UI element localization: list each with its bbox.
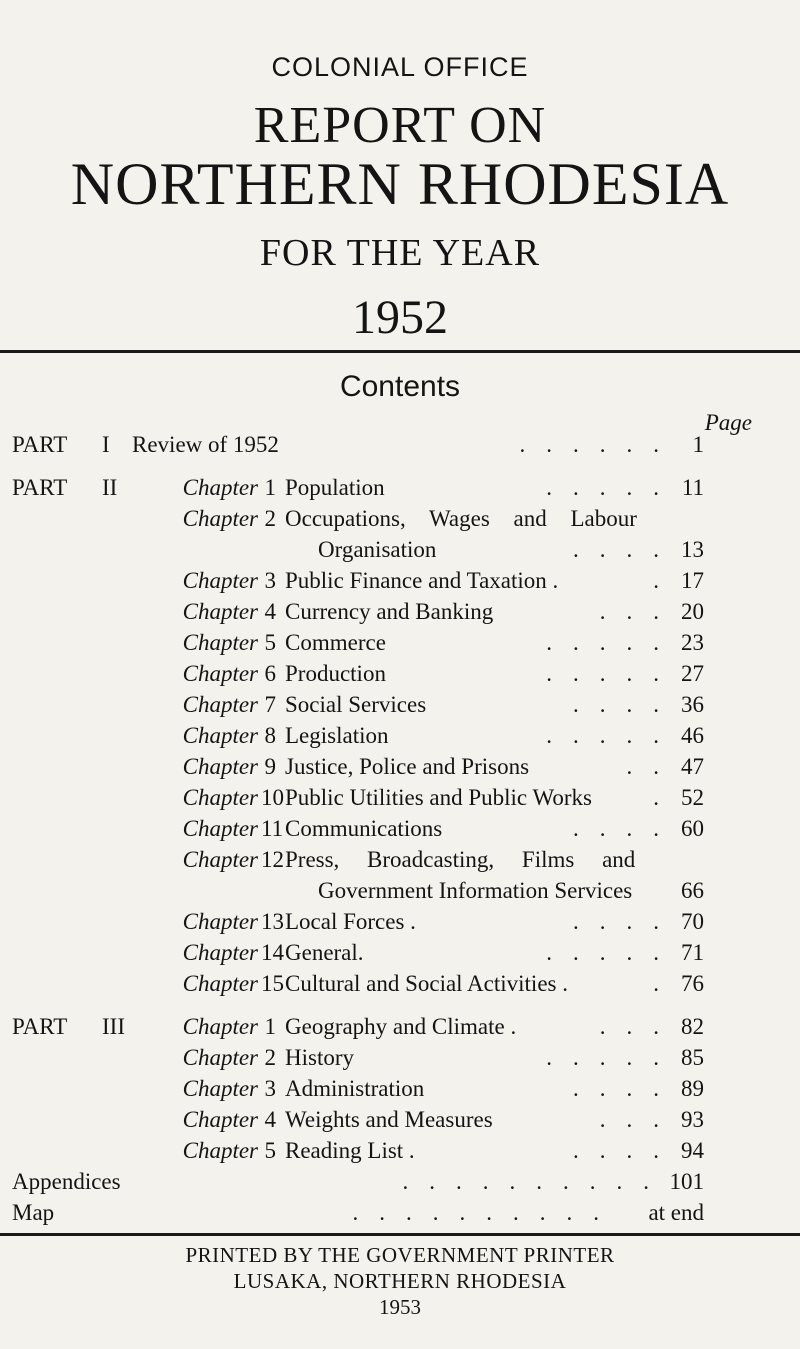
report-year: 1952: [352, 291, 448, 344]
chapter-label: Chapter: [182, 1076, 258, 1101]
chapter-label: Chapter: [182, 723, 258, 748]
entry-page: 85: [681, 1045, 704, 1070]
chapter-label: Chapter: [182, 568, 258, 593]
entry-page: 93: [681, 1107, 704, 1132]
page-column-label: Page: [704, 410, 752, 435]
toc-entry-part2-ch5[interactable]: [0, 628, 800, 662]
chapter-number: 1: [264, 1014, 276, 1039]
toc-entry-part3-ch5[interactable]: [0, 1136, 800, 1166]
entry-page: 101: [669, 1169, 704, 1194]
chapter-label: Chapter: [182, 475, 258, 500]
entry-page: 11: [681, 475, 704, 500]
entry-page: 52: [681, 785, 704, 810]
entry-page: 23: [681, 630, 704, 655]
leader-dots: ....: [573, 1076, 680, 1101]
chapter-number: 6: [264, 661, 276, 686]
entry-title: Press, Broadcasting, Films and: [285, 847, 636, 872]
part-number: III: [102, 1014, 125, 1039]
leader-dots: ....: [573, 816, 680, 841]
chapter-number: 15: [261, 971, 284, 996]
leader-dots: .: [653, 971, 680, 996]
chapter-number: 12: [261, 847, 284, 872]
leader-dots: ....: [573, 1138, 680, 1163]
leader-dots: ...: [599, 1107, 680, 1132]
chapter-label: Chapter: [182, 1107, 258, 1132]
part-number: II: [102, 475, 118, 500]
chapter-label: Chapter: [182, 661, 258, 686]
entry-page: 89: [681, 1076, 704, 1101]
entry-title-continued: Government Information Services: [318, 878, 633, 903]
entry-title: Public Utilities and Public Works: [285, 785, 592, 810]
chapter-number: 4: [264, 599, 276, 624]
leader-dots: ...: [599, 599, 680, 624]
entry-page: 60: [681, 816, 704, 841]
for-year-heading: FOR THE YEAR: [259, 232, 541, 274]
part-label: PART: [12, 1014, 68, 1039]
report-heading: REPORT ON: [253, 97, 547, 154]
entry-title: Administration: [285, 1076, 425, 1101]
toc-entry-part2-ch10[interactable]: [0, 783, 800, 817]
entry-title: Justice, Police and Prisons: [285, 754, 530, 779]
entry-page: 27: [681, 661, 704, 686]
chapter-label: Chapter: [182, 971, 258, 996]
toc-entry-map[interactable]: [0, 1198, 800, 1232]
chapter-number: 9: [264, 754, 276, 779]
chapter-number: 5: [264, 630, 276, 655]
entry-title: Reading List .: [285, 1138, 415, 1163]
office-heading: COLONIAL OFFICE: [271, 52, 529, 82]
printer-credit: PRINTED BY THE GOVERNMENT PRINTER: [185, 1243, 615, 1267]
chapter-number: 3: [264, 1076, 276, 1101]
chapter-number: 8: [264, 723, 276, 748]
toc-entry-part2-ch14[interactable]: [0, 938, 800, 972]
leader-dots: ....: [573, 909, 680, 934]
toc-entry-part1[interactable]: [0, 430, 800, 464]
leader-dots: .....: [546, 661, 680, 686]
entry-title: Cultural and Social Activities .: [285, 971, 568, 996]
chapter-label: Chapter: [182, 1138, 258, 1163]
toc-entry-part3-ch2[interactable]: [0, 1043, 800, 1077]
entry-page: 76: [681, 971, 704, 996]
entry-title: Communications: [285, 816, 443, 841]
toc-entry-part2-ch12[interactable]: [0, 845, 800, 879]
chapter-number: 2: [264, 1045, 276, 1070]
entry-title: Social Services: [285, 692, 427, 717]
chapter-number: 3: [264, 568, 276, 593]
chapter-label: Chapter: [182, 506, 258, 531]
part-number: I: [102, 432, 110, 457]
leader-dots: .....: [546, 1045, 680, 1070]
toc-entry-appendices[interactable]: [0, 1167, 800, 1201]
toc-entry-part3-ch1[interactable]: [0, 1012, 800, 1046]
entry-title: Geography and Climate .: [285, 1014, 517, 1039]
entry-title: Population: [285, 475, 385, 500]
chapter-number: 10: [261, 785, 284, 810]
entry-page: 17: [681, 568, 704, 593]
part-label: PART: [12, 432, 68, 457]
chapter-label: Chapter: [182, 754, 258, 779]
entry-page: 20: [681, 599, 704, 624]
toc-entry-part2-ch4[interactable]: [0, 597, 800, 631]
chapter-label: Chapter: [182, 1045, 258, 1070]
chapter-label: Chapter: [182, 847, 258, 872]
entry-title: Legislation: [285, 723, 389, 748]
entry-page: 71: [681, 940, 704, 965]
entry-title: Weights and Measures: [285, 1107, 493, 1132]
chapter-number: 7: [264, 692, 276, 717]
part-label: PART: [12, 475, 68, 500]
leader-dots: ...: [599, 1014, 680, 1039]
entry-title: General.: [285, 940, 364, 965]
leader-dots: ....: [573, 692, 680, 717]
toc-entry-part2-ch12-cont: [0, 876, 800, 910]
toc-entry-part2-ch8[interactable]: [0, 721, 800, 755]
entry-title: Commerce: [285, 630, 386, 655]
entry-title: Local Forces .: [285, 909, 416, 934]
entry-page: 36: [681, 692, 704, 717]
toc-entry-part2-ch7[interactable]: [0, 690, 800, 724]
toc-entry-part3-ch3[interactable]: [0, 1074, 800, 1108]
region-heading: NORTHERN RHODESIA: [70, 151, 730, 217]
chapter-number: 5: [264, 1138, 276, 1163]
entry-page: 94: [681, 1138, 704, 1163]
chapter-label: Chapter: [182, 630, 258, 655]
chapter-label: Chapter: [182, 940, 258, 965]
entry-page: 70: [681, 909, 704, 934]
entry-title: Review of 1952: [132, 432, 279, 457]
entry-page: 1: [692, 432, 704, 457]
leader-dots: ....: [573, 537, 680, 562]
contents-title: Contents: [339, 370, 461, 403]
entry-page: 66: [681, 878, 704, 903]
leader-dots: ..: [626, 754, 680, 779]
entry-title: Production: [285, 661, 386, 686]
toc-entry-part2-ch2-cont: [0, 535, 800, 569]
chapter-number: 4: [264, 1107, 276, 1132]
leader-dots: .....: [546, 723, 680, 748]
entry-page: 47: [681, 754, 704, 779]
entry-title: Appendices: [12, 1169, 121, 1194]
leader-dots: .....: [546, 475, 680, 500]
toc-entry-part2-ch15[interactable]: [0, 969, 800, 1003]
chapter-number: 11: [261, 816, 284, 841]
entry-title: Occupations, Wages and Labour: [285, 506, 637, 531]
entry-title: History: [285, 1045, 354, 1070]
chapter-number: 1: [264, 475, 276, 500]
chapter-label: Chapter: [182, 599, 258, 624]
chapter-label: Chapter: [182, 909, 258, 934]
toc-entry-part2-ch2[interactable]: [0, 504, 800, 538]
entry-title-continued: Organisation: [318, 537, 437, 562]
leader-dots: .....: [546, 940, 680, 965]
toc-entry-part2-ch9[interactable]: [0, 752, 800, 786]
entry-title: Public Finance and Taxation .: [285, 568, 559, 593]
entry-page: 82: [681, 1014, 704, 1039]
toc-entry-part2-ch3[interactable]: [0, 566, 800, 600]
leader-dots: .: [653, 785, 680, 810]
chapter-number: 14: [261, 940, 284, 965]
chapter-number: 2: [264, 506, 276, 531]
print-year: 1953: [379, 1295, 421, 1319]
top-divider: [0, 350, 800, 353]
printer-location: LUSAKA, NORTHERN RHODESIA: [233, 1269, 567, 1293]
toc-entry-part3-ch4[interactable]: [0, 1105, 800, 1135]
entry-title: Map: [12, 1200, 55, 1225]
toc-entry-part2-ch1[interactable]: [0, 473, 800, 507]
entry-page: 46: [681, 723, 704, 748]
leader-dots: ......: [519, 432, 680, 457]
entry-page: at end: [648, 1200, 704, 1225]
toc-entry-part2-ch6[interactable]: [0, 659, 800, 693]
toc-entry-part2-ch13[interactable]: [0, 907, 800, 941]
entry-title: Currency and Banking: [285, 599, 494, 624]
toc-entry-part2-ch11[interactable]: [0, 814, 800, 848]
chapter-number: 13: [261, 909, 284, 934]
entry-page: 13: [681, 537, 704, 562]
leader-dots: ..........: [402, 1169, 670, 1194]
chapter-label: Chapter: [182, 785, 258, 810]
chapter-label: Chapter: [182, 816, 258, 841]
leader-dots: .....: [546, 630, 680, 655]
bottom-divider: [0, 1233, 800, 1236]
chapter-label: Chapter: [182, 692, 258, 717]
leader-dots: .: [653, 568, 680, 593]
chapter-label: Chapter: [182, 1014, 258, 1039]
leader-dots: ..........: [352, 1200, 620, 1225]
